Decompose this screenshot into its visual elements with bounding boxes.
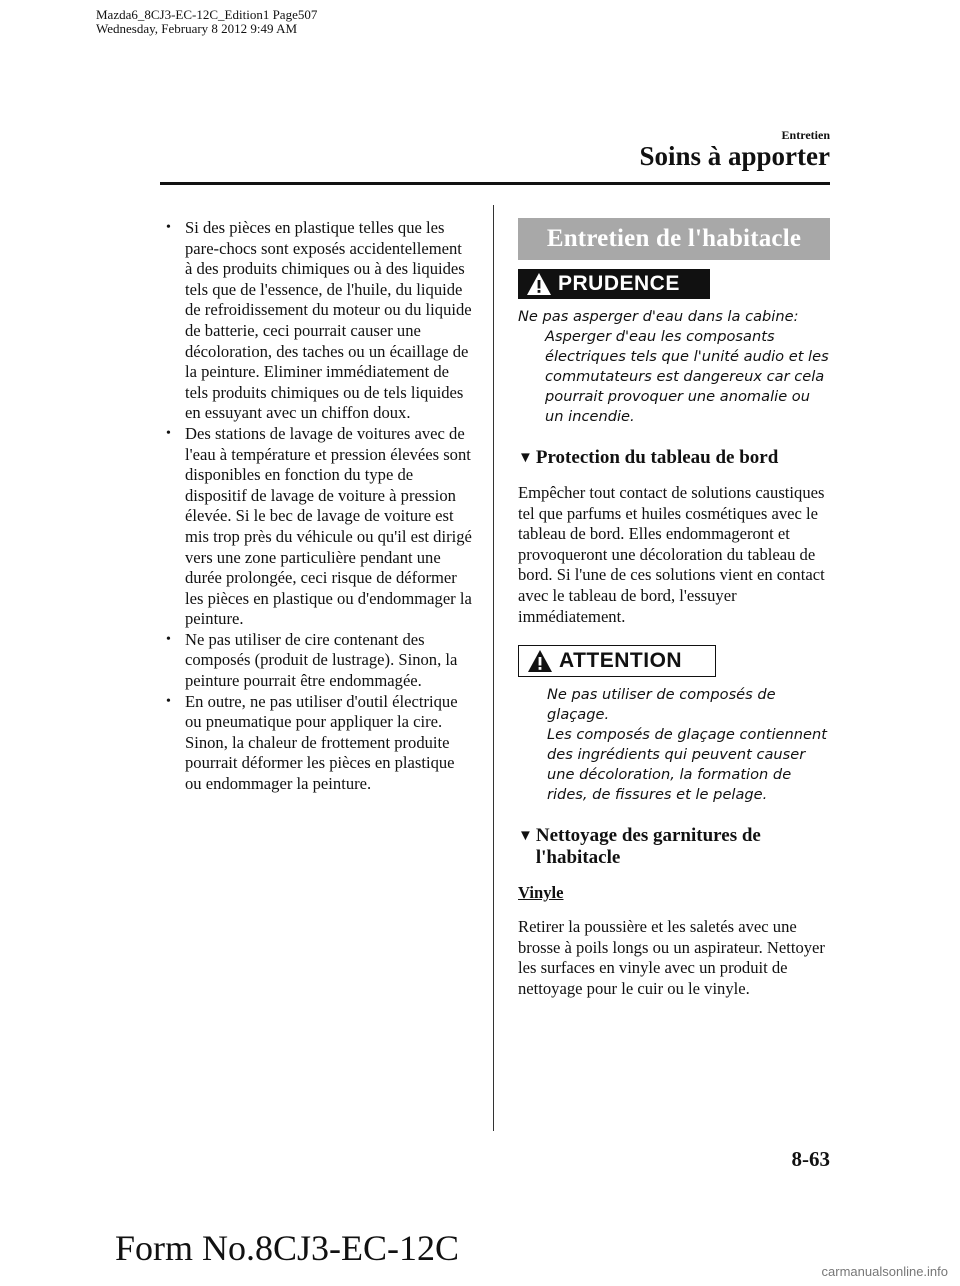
crop-line-2: Wednesday, February 8 2012 9:49 AM [96,21,298,36]
dashboard-body: Empêcher tout contact de solutions caustiques tel que parfums et huiles cosmétiques avec le tableau de bord. Elles endommageront et provoqueront une décoloration du tableau de bord. Si l'une de ces solutions vient en contact avec le tableau de bord, l'essuyer immédiatement. [518,483,825,626]
prudence-badge [518,269,710,299]
form-number: Form No.8CJ3-EC-12C [115,1228,460,1268]
page-number: 8-63 [791,1147,830,1171]
header-rule [160,182,830,185]
subheading-trim [518,825,830,869]
triangle-down-icon: ▼ [518,450,533,466]
subheading-dashboard [518,447,830,469]
triangle-down-icon: ▼ [518,828,533,845]
attention-line-2: Les composés de glaçage contiennent des ingrédients qui peuvent causer une décoloration, la formation de rides, de fissures et le pelage. [547,726,827,804]
attention-label: ATTENTION [559,649,683,673]
crop-line-1: Mazda6_8CJ3-EC-12C_Edition1 Page507 [96,7,318,22]
prudence-text [518,307,830,427]
column-divider [493,205,494,1131]
warning-triangle-icon [527,649,553,673]
attention-text [518,685,830,805]
attention-line-1: Ne pas utiliser de composés de glaçage. [547,686,776,724]
bullet-item: • Des stations de lavage de voitures avec de l'eau à température et pression élevées sont disponibles en fonction du type de dispositif de lavage de voiture à pression élevée. Si le bec de lavage de voiture est mis trop près du véhicule ou qu'il est dirigé vers une zone particulière pendant une durée prolongée, ceci risque de déformer les pièces en plastique ou d'endommager la peinture. [161,424,473,630]
subheading-text: Protection du tableau de bord [535,447,779,468]
warning-triangle-icon [526,272,552,296]
subheading-text: Nettoyage des garnitures de l'habitacle [535,825,761,869]
prudence-body: Asperger d'eau les composants électriques tels que l'unité audio et les commutateurs est dangereux car cela pourrait provoquer une anomalie ou un incendie. [545,328,829,425]
left-column [161,218,473,795]
right-column [518,218,830,1000]
section-label: Entretien [781,128,830,142]
crop-marks-text [96,8,317,36]
vinyl-body: Retirer la poussière et les saletés avec une brosse à poils longs ou un aspirateur. Nettoyer les surfaces en vinyle avec un produit de nettoyage pour le cuir ou le vinyle. [518,917,825,998]
prudence-title: Ne pas asperger d'eau dans la cabine: [518,308,799,325]
attention-badge [518,645,716,677]
section-title: Soins à apporter [639,141,830,171]
bullet-item: • Si des pièces en plastique telles que les pare-chocs sont exposés accidentellement à des produits chimiques ou à des liquides tels que de l'essence, de l'huile, du liquide de refroidissement du moteur ou du liquide de batterie, ceci pourrait causer une décoloration, des taches ou un écaillage de la peinture. Eliminer immédiatement de tels produits chimiques ou de tels liquides en essuyant avec un chiffon doux. [161,218,473,424]
prudence-label: PRUDENCE [558,272,680,295]
chapter-heading: Entretien de l'habitacle [518,218,830,260]
bullet-item: • Ne pas utiliser de cire contenant des composés (produit de lustrage). Sinon, la peinture pourrait être endommagée. [161,630,473,692]
vinyl-heading: Vinyle [518,883,564,903]
watermark: carmanualsonline.info [821,1264,948,1279]
bullet-item: • En outre, ne pas utiliser d'outil électrique ou pneumatique pour appliquer la cire. Sinon, la chaleur de frottement produite pourrait déformer les pièces en plastique ou endommager la peinture. [161,692,473,795]
